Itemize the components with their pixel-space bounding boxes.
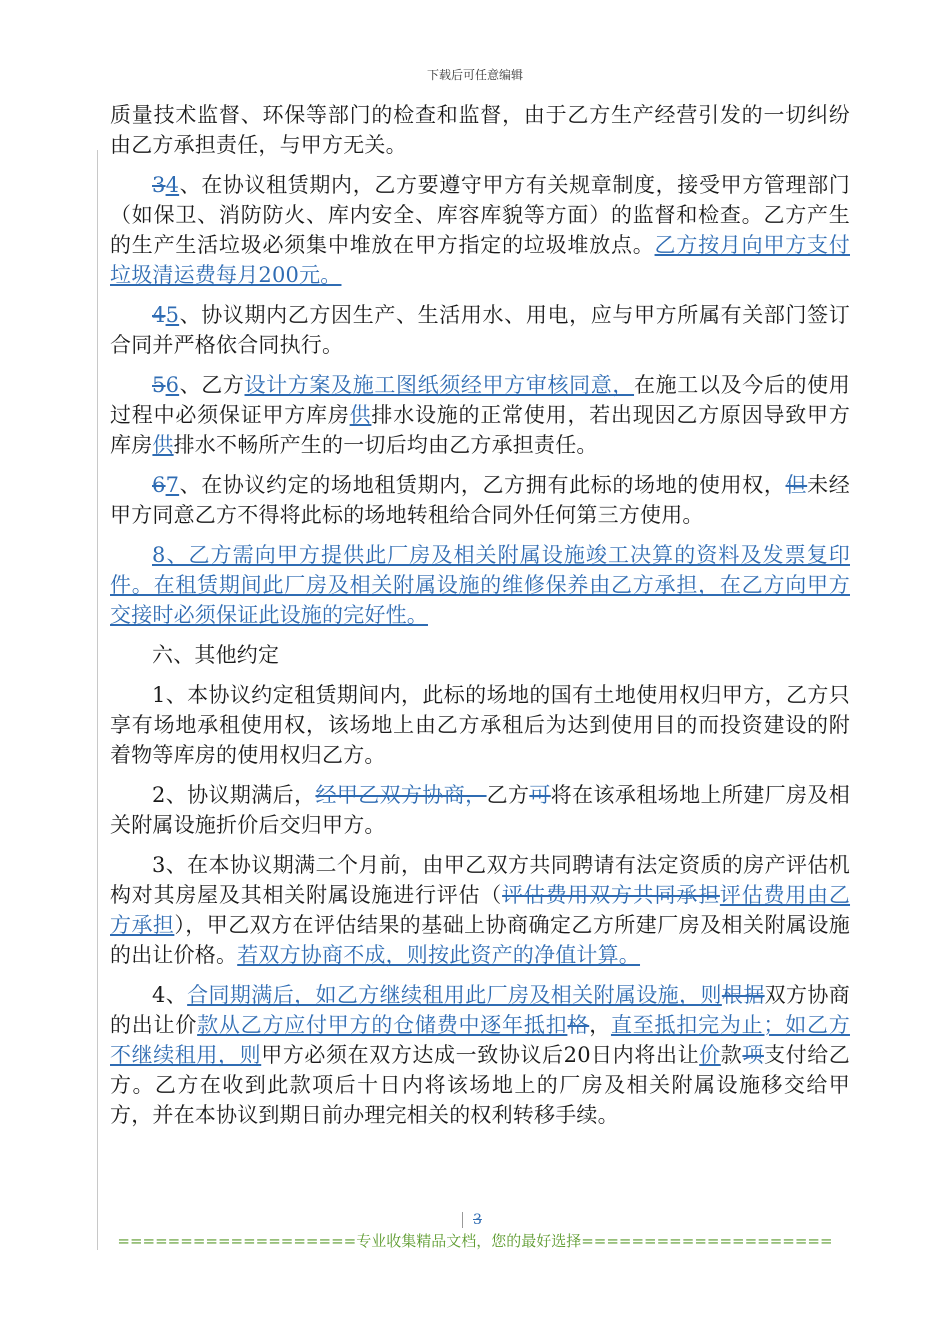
deleted-text: 4 bbox=[152, 303, 166, 327]
deleted-text: 但 bbox=[785, 473, 808, 497]
body-text: ），甲乙双方在评估结果的基础上协商确定乙方所建厂房及相关附属设施的出让价格。 bbox=[110, 913, 850, 967]
paragraph-p10 bbox=[110, 980, 850, 1130]
inserted-text: 直至抵扣完为止；如乙方不继续租用，则 bbox=[110, 1013, 850, 1067]
paragraph-p6 bbox=[110, 640, 850, 670]
body-text: 质量技术监督、环保等部门的检查和监督，由于乙方生产经营引发的一切纠纷由乙方承担责任，与甲方无关。 bbox=[110, 103, 850, 157]
inserted-text: 评估费用由乙方承担 bbox=[110, 883, 851, 937]
inserted-text: 供 bbox=[152, 433, 174, 457]
paragraph-p2 bbox=[110, 300, 850, 360]
body-text: 、在协议租赁期内，乙方要遵守甲方有关规章制度，接受甲方管理部门（如保卫、消防防火、库内安全、库容库貌等方面）的监督和检查。乙方产生的生产生活垃圾必须集中堆放在甲方指定的垃圾堆放点。 bbox=[110, 173, 850, 257]
body-text: 、乙方 bbox=[179, 373, 245, 397]
paragraph-p0 bbox=[110, 100, 850, 160]
document-body bbox=[110, 100, 850, 1140]
deleted-text: 格 bbox=[567, 1013, 590, 1037]
paragraph-p7 bbox=[110, 680, 850, 770]
deleted-text: 经甲乙双方协商， bbox=[315, 783, 487, 807]
inserted-text: 合同期满后，如乙方继续租用此厂房及相关附属设施，则 bbox=[187, 983, 722, 1007]
paragraph-p1 bbox=[110, 170, 850, 290]
body-text: 六、其他约定 bbox=[152, 643, 280, 667]
paragraph-p8 bbox=[110, 780, 850, 840]
deleted-text: 3 bbox=[152, 173, 166, 197]
body-text: 排水不畅所产生的一切后均由乙方承担责任。 bbox=[173, 433, 598, 457]
body-text: 、协议期内乙方因生产、生活用水、用电，应与甲方所属有关部门签订合同并严格依合同执行。 bbox=[110, 303, 850, 357]
page-header: 下载后可任意编辑 bbox=[426, 68, 523, 82]
inserted-text: 乙方按月向甲方支付垃圾清运费每月200元。 bbox=[110, 233, 850, 287]
footer-banner: ===================专业收集精品文档，您的最好选择==================== bbox=[117, 1232, 833, 1250]
inserted-text: 4 bbox=[165, 173, 180, 197]
deleted-text: 评估费用双方共同承担 bbox=[502, 883, 720, 907]
body-text: 款 bbox=[720, 1043, 743, 1067]
body-text: ， bbox=[589, 1013, 611, 1037]
inserted-text: 5 bbox=[165, 303, 180, 327]
inserted-text: 设计方案及施工图纸须经甲方审核同意， bbox=[244, 373, 635, 397]
page-number: 3 bbox=[462, 1212, 482, 1228]
body-text: 在施工以及今后的使用过程中必须保证甲方库房 bbox=[110, 373, 850, 427]
deleted-text: 5 bbox=[152, 373, 166, 397]
body-text: 未经甲方同意乙方不得将此标的场地转租给合同外任何第三方使用。 bbox=[110, 473, 850, 527]
body-text: 、在协议约定的场地租赁期内，乙方拥有此标的场地的使用权， bbox=[179, 473, 786, 497]
deleted-text: 根据 bbox=[721, 983, 765, 1007]
revision-change-bar bbox=[97, 150, 98, 1250]
inserted-text: 8、乙方需向甲方提供此厂房及相关附属设施竣工决算的资料及发票复印件。在租赁期间此厂房及相关附属设施的维修保养由乙方承担，在乙方向甲方交接时必须保证此设施的完好性。 bbox=[110, 543, 850, 627]
inserted-text: 7 bbox=[165, 473, 180, 497]
paragraph-p5 bbox=[110, 540, 850, 630]
body-text: 支付给乙方。乙方在收到此款项后十日内将该场地上的厂房及相关附属设施移交给甲方，并在本协议到期日前办理完相关的权利转移手续。 bbox=[110, 1043, 851, 1127]
inserted-text: 若双方协商不成，则按此资产的净值计算。 bbox=[237, 943, 641, 967]
deleted-text: 项 bbox=[742, 1043, 764, 1067]
body-text: 将在该承租场地上所建厂房及相关附属设施折价后交归甲方。 bbox=[110, 783, 850, 837]
body-text: 2、协议期满后， bbox=[152, 783, 316, 807]
deleted-text: 6 bbox=[152, 473, 166, 497]
body-text: 排水设施的正常使用，若出现因乙方原因导致甲方库房 bbox=[110, 403, 851, 457]
inserted-text: 供 bbox=[349, 403, 372, 427]
inserted-text: 款从乙方应付甲方的仓储费中逐年抵扣 bbox=[197, 1013, 568, 1037]
paragraph-p3 bbox=[110, 370, 850, 460]
body-text: 3、在本协议期满二个月前，由甲乙双方共同聘请有法定资质的房产评估机构对其房屋及其相关附属设施进行评估（ bbox=[110, 853, 850, 907]
paragraph-p9 bbox=[110, 850, 850, 970]
inserted-text: 价 bbox=[699, 1043, 721, 1067]
body-text: 甲方必须在双方达成一致协议后20日内将出让 bbox=[261, 1043, 700, 1067]
body-text: 4、 bbox=[152, 983, 188, 1007]
body-text: 双方协商的出让价 bbox=[110, 983, 850, 1037]
deleted-text: 可 bbox=[529, 783, 551, 807]
body-text: 1、本协议约定租赁期间内，此标的场地的国有土地使用权归甲方，乙方只享有场地承租使用权，该场地上由乙方承租后为达到使用目的而投资建设的附着物等库房的使用权归乙方。 bbox=[110, 683, 850, 767]
inserted-text: 6 bbox=[165, 373, 180, 397]
paragraph-p4 bbox=[110, 470, 850, 530]
body-text: 乙方 bbox=[486, 783, 530, 807]
